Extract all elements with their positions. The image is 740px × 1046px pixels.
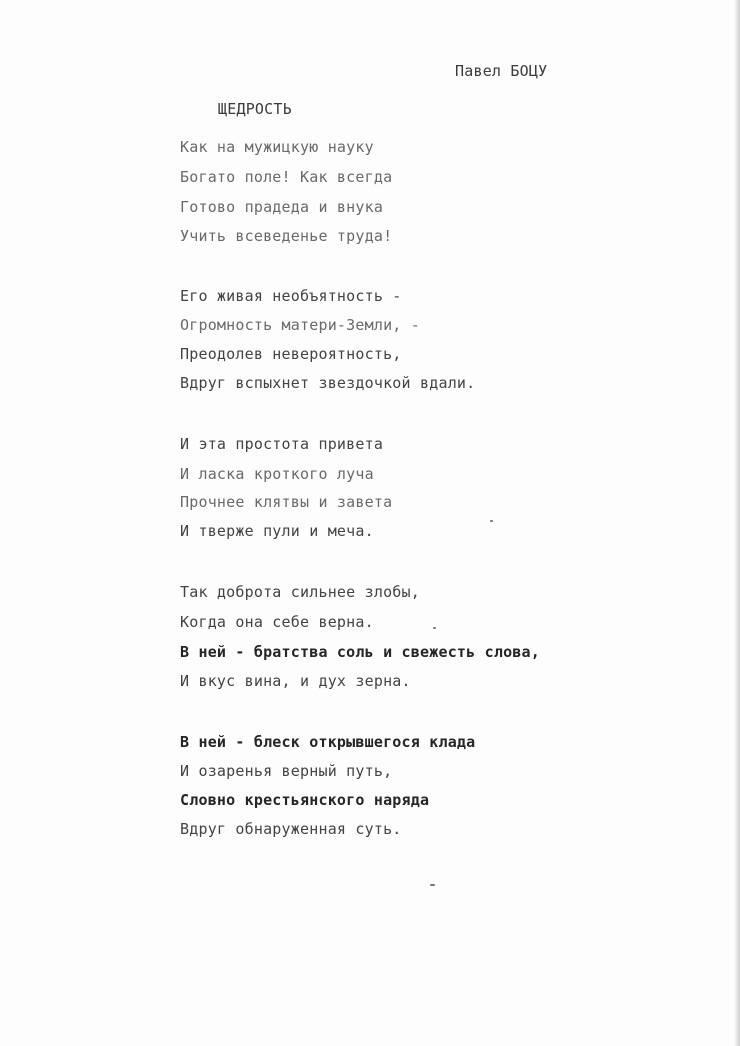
poem-line: В ней - блеск открывшегося клада [180, 733, 476, 751]
poem-line: Как на мужицкую науку [180, 138, 374, 156]
poem-line: Его живая необъятность - [180, 287, 402, 305]
author-name: Павел БОЦУ [455, 62, 548, 80]
poem-line: Словно крестьянского наряда [180, 791, 430, 809]
paper-speck [430, 884, 435, 886]
poem-line: И озаренья верный путь, [180, 762, 393, 780]
poem-line: Преодолев невероятность, [180, 345, 402, 363]
poem-line: Готово прадеда и внука [180, 198, 384, 216]
poem-line: Прочнее клятвы и завета [180, 493, 393, 511]
poem-line: Учить всеведенье труда! [180, 227, 393, 245]
poem-line: И тверже пули и меча. [180, 522, 374, 540]
poem-line: В ней - братства соль и свежесть слова, [180, 643, 540, 661]
poem-line: Богато поле! Как всегда [180, 168, 393, 186]
poem-line: И ласка кроткого луча [180, 465, 374, 483]
poem-line: И эта простота привета [180, 435, 384, 453]
poem-line: И вкус вина, и дух зерна. [180, 672, 411, 690]
paper-speck [490, 520, 493, 522]
poem-title: ЩЕДРОСТЬ [218, 100, 292, 118]
paper-speck [433, 627, 436, 629]
page-edge-shadow [734, 0, 740, 1046]
poem-line: Когда она себе верна. [180, 613, 374, 631]
poem-line: Так доброта сильнее злобы, [180, 583, 420, 601]
poem-line: Вдруг вспыхнет звездочкой вдали. [180, 374, 476, 392]
poem-line: Огромность матери-Земли, - [180, 316, 420, 334]
poem-line: Вдруг обнаруженная суть. [180, 820, 402, 838]
